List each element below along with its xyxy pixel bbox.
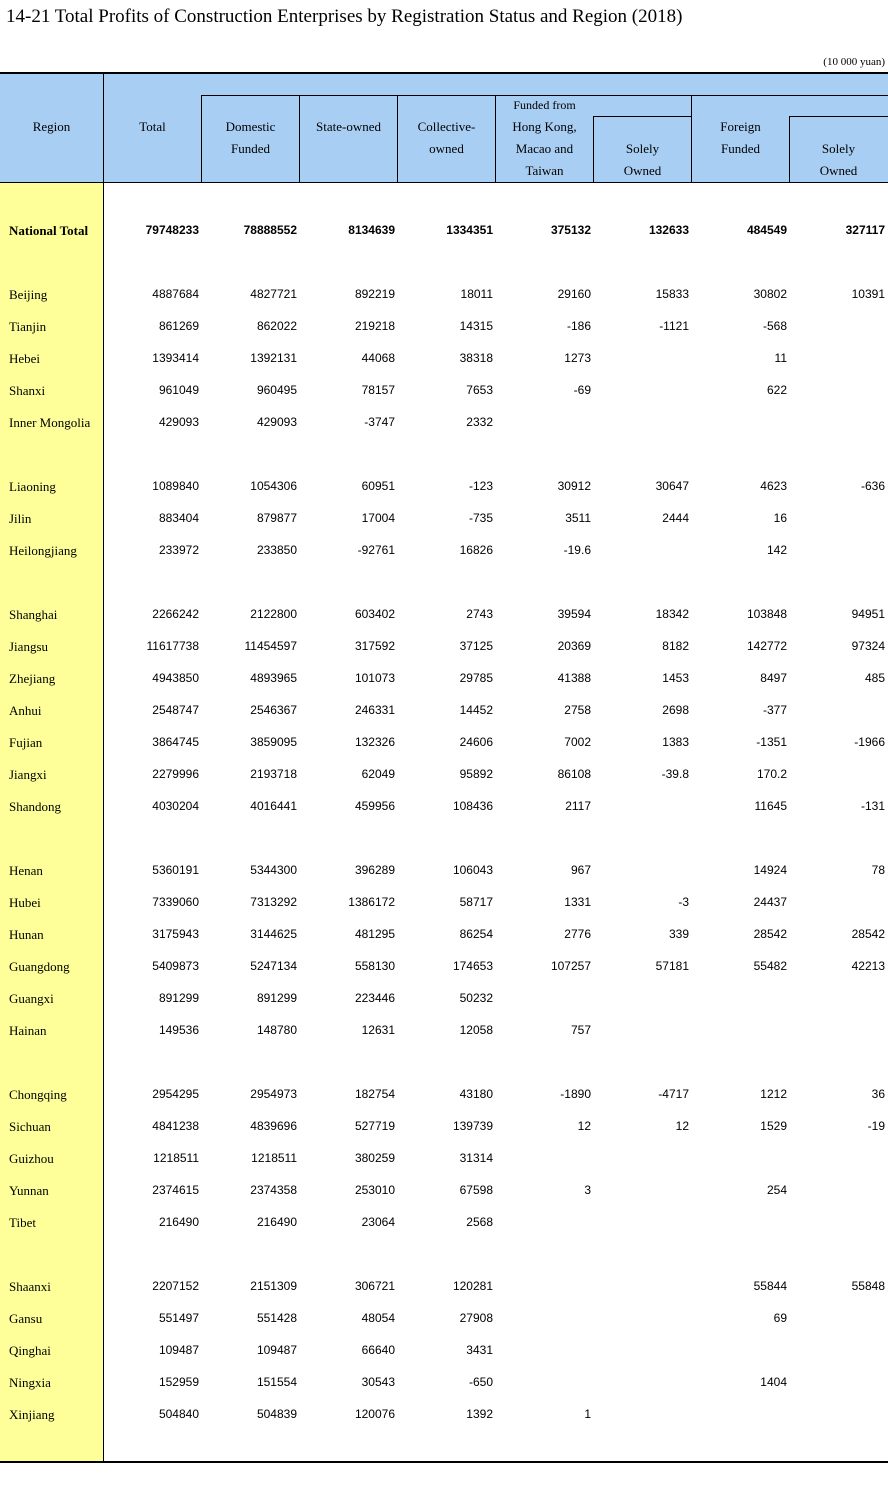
table-cell: 149536: [158, 1023, 199, 1037]
table-row: [0, 1021, 888, 1041]
table-cell: 4887684: [152, 287, 199, 301]
region-name: Guizhou: [9, 1151, 54, 1166]
header-foreign-line1: Foreign: [720, 119, 761, 134]
table-cell: 107257: [550, 959, 591, 973]
table-cell: 48054: [361, 1311, 395, 1325]
table-cell: 1089840: [152, 479, 199, 493]
table-row: [0, 1181, 888, 1201]
table-cell: 18011: [460, 287, 493, 301]
table-cell: 67598: [459, 1183, 493, 1197]
table-cell: 41388: [557, 671, 591, 685]
region-column: [0, 183, 103, 1461]
table-cell: 339: [668, 927, 689, 941]
table-cell: 7339060: [152, 895, 199, 909]
region-name: Anhui: [9, 703, 42, 718]
table-cell: 375132: [550, 223, 591, 237]
table-cell: 39594: [557, 607, 591, 621]
region-name: Heilongjiang: [9, 543, 77, 558]
table-row: [0, 221, 888, 241]
table-cell: 24606: [459, 735, 493, 749]
table-row: [0, 1341, 888, 1361]
table-cell: 1273: [564, 351, 591, 365]
table-cell: 11617738: [146, 639, 199, 653]
table-cell: -1966: [854, 735, 885, 749]
table-cell: 2374615: [152, 1183, 199, 1197]
table-cell: 109487: [158, 1343, 199, 1357]
table-cell: 317592: [354, 639, 395, 653]
table-cell: 1331: [564, 895, 591, 909]
table-cell: 2568: [466, 1215, 493, 1229]
table-cell: 1386172: [348, 895, 395, 909]
table-cell: 55482: [753, 959, 787, 973]
region-name: Jiangsu: [9, 639, 48, 654]
table-cell: 170.2: [756, 767, 787, 781]
table-cell: 2954295: [152, 1087, 199, 1101]
table-cell: 883404: [158, 511, 199, 525]
table-cell: 103848: [746, 607, 787, 621]
region-name: Hainan: [9, 1023, 47, 1038]
table-cell: 139739: [452, 1119, 493, 1133]
table-cell: 1453: [662, 671, 689, 685]
table-cell: 31314: [459, 1151, 493, 1165]
region-name: Hebei: [9, 351, 41, 366]
region-name: Guangdong: [9, 959, 70, 974]
table-cell: 16: [773, 511, 787, 525]
table-cell: 2954973: [250, 1087, 297, 1101]
table-cell: 4016441: [250, 799, 297, 813]
table-cell: 38318: [459, 351, 493, 365]
table-cell: 151554: [256, 1375, 297, 1389]
table-cell: -186: [566, 319, 591, 333]
table-cell: 1: [584, 1407, 591, 1421]
table-cell: 174653: [452, 959, 493, 973]
table-cell: 2548747: [152, 703, 199, 717]
table-cell: 142772: [746, 639, 787, 653]
region-name: Jilin: [9, 511, 32, 526]
table-cell: 891299: [256, 991, 297, 1005]
table-cell: 485: [864, 671, 885, 685]
table-cell: 50232: [459, 991, 493, 1005]
table-cell: 3175943: [152, 927, 199, 941]
table-cell: 2698: [662, 703, 689, 717]
table-cell: 182754: [354, 1087, 395, 1101]
table-cell: -3: [678, 895, 689, 909]
table-cell: 10391: [851, 287, 885, 301]
table-cell: 4893965: [250, 671, 297, 685]
region-name: Xinjiang: [9, 1407, 55, 1422]
table-cell: 246331: [354, 703, 395, 717]
table-cell: 108436: [452, 799, 493, 813]
header-domestic-line2: Funded: [231, 141, 270, 156]
table-cell: 3859095: [250, 735, 297, 749]
table-cell: 2122800: [250, 607, 297, 621]
table-row: [0, 1309, 888, 1329]
table-cell: 30912: [557, 479, 591, 493]
table-cell: 1212: [760, 1087, 787, 1101]
table-cell: 459956: [354, 799, 395, 813]
table-cell: 2193718: [250, 767, 297, 781]
region-name: Gansu: [9, 1311, 43, 1326]
table-row: [0, 509, 888, 529]
table-cell: 1392: [466, 1407, 493, 1421]
table-cell: 5409873: [152, 959, 199, 973]
table-cell: 97324: [851, 639, 885, 653]
table-row: [0, 733, 888, 753]
header-bottom-rule: [0, 182, 888, 183]
table-row: [0, 637, 888, 657]
table-cell: 484549: [746, 223, 787, 237]
region-name: Yunnan: [9, 1183, 49, 1198]
table-cell: -377: [762, 703, 787, 717]
table-cell: 961049: [158, 383, 199, 397]
table-cell: 15833: [655, 287, 689, 301]
table-row: [0, 349, 888, 369]
table-cell: 1218511: [153, 1151, 199, 1165]
header-region: Region: [32, 119, 71, 134]
table-cell: 37125: [459, 639, 493, 653]
region-name: Beijing: [9, 287, 48, 302]
table-cell: 66640: [361, 1343, 395, 1357]
table-cell: 14924: [753, 863, 787, 877]
header-foreign-line2: Funded: [721, 141, 760, 156]
table-cell: 55844: [753, 1279, 787, 1293]
table-cell: 306721: [354, 1279, 395, 1293]
region-name: Shaanxi: [9, 1279, 51, 1294]
table-cell: 24437: [753, 895, 787, 909]
header-foreign-solely-line1: Solely: [821, 141, 856, 156]
table-row: [0, 1117, 888, 1137]
table-cell: 2151309: [250, 1279, 297, 1293]
table-cell: -19: [867, 1119, 885, 1133]
table-cell: 2332: [466, 415, 493, 429]
table-cell: 78888552: [243, 223, 297, 237]
table-cell: 7653: [466, 383, 493, 397]
table-cell: 55848: [851, 1279, 885, 1293]
region-name: Henan: [9, 863, 43, 878]
table-cell: 1383: [662, 735, 689, 749]
table-cell: 216490: [158, 1215, 199, 1229]
table-cell: 603402: [354, 607, 395, 621]
table-cell: 380259: [354, 1151, 395, 1165]
table-cell: 396289: [354, 863, 395, 877]
table-row: [0, 669, 888, 689]
table-cell: 1393414: [152, 351, 199, 365]
table-cell: 622: [766, 383, 787, 397]
table-row: [0, 1277, 888, 1297]
table-cell: 2758: [564, 703, 591, 717]
header-domestic-line1: Domestic: [225, 119, 276, 134]
table-cell: 2374358: [250, 1183, 297, 1197]
header-hkmt-solely-line1: Solely: [625, 141, 660, 156]
table-row: [0, 765, 888, 785]
table-row: [0, 605, 888, 625]
table-cell: 109487: [256, 1343, 297, 1357]
region-name: Zhejiang: [9, 671, 56, 686]
table-cell: 3864745: [152, 735, 199, 749]
region-name: Hubei: [9, 895, 41, 910]
table-cell: -123: [468, 479, 493, 493]
table-cell: 4839696: [250, 1119, 297, 1133]
table-cell: 2279996: [152, 767, 199, 781]
table-cell: 757: [570, 1023, 591, 1037]
table-cell: 11645: [754, 799, 787, 813]
table-cell: 16826: [459, 543, 493, 557]
table-cell: 4827721: [250, 287, 297, 301]
table-row: [0, 957, 888, 977]
table-cell: 253010: [354, 1183, 395, 1197]
table-cell: 429093: [256, 415, 297, 429]
table-cell: 223446: [354, 991, 395, 1005]
table-cell: 14452: [459, 703, 493, 717]
table-cell: 14315: [459, 319, 493, 333]
table-cell: 57181: [655, 959, 689, 973]
table-cell: 120076: [354, 1407, 395, 1421]
table-cell: -39.8: [661, 767, 689, 781]
table-row: [0, 541, 888, 561]
table-cell: 36: [871, 1087, 885, 1101]
region-name: Jiangxi: [9, 767, 47, 782]
table-cell: 891299: [158, 991, 199, 1005]
region-name: Hunan: [9, 927, 44, 942]
table-cell: -1121: [659, 319, 689, 333]
region-name: Tianjin: [9, 319, 47, 334]
header-hkmt-line1: Funded from: [513, 98, 576, 112]
region-name: Shanxi: [9, 383, 46, 398]
table-row: [0, 1213, 888, 1233]
table-cell: 4943850: [152, 671, 199, 685]
table-cell: -4717: [658, 1087, 689, 1101]
region-name: National Total: [9, 223, 89, 238]
table-row: [0, 893, 888, 913]
header-total: Total: [139, 119, 166, 134]
table-cell: 4030204: [152, 799, 199, 813]
table-row: [0, 1373, 888, 1393]
table-cell: -92761: [357, 543, 395, 557]
table-cell: 29160: [557, 287, 591, 301]
table-cell: -3747: [364, 415, 395, 429]
header-hkmt-line2: Hong Kong,: [512, 119, 577, 134]
table-cell: 862022: [256, 319, 297, 333]
table-cell: -69: [573, 383, 591, 397]
table-cell: 106043: [452, 863, 493, 877]
table-cell: 879877: [256, 511, 297, 525]
table-row: [0, 989, 888, 1009]
table-cell: 216490: [256, 1215, 297, 1229]
table-cell: 2776: [564, 927, 591, 941]
unit-label: (10 000 yuan): [823, 56, 885, 68]
table-cell: 58717: [459, 895, 493, 909]
table-cell: 2266242: [152, 607, 199, 621]
table-cell: 5344300: [250, 863, 297, 877]
page-title: 14-21 Total Profits of Construction Enterprises by Registration Status and Region (2018): [6, 6, 683, 27]
table-cell: 69: [773, 1311, 787, 1325]
header-col-line: [299, 95, 300, 183]
table-cell: 30802: [753, 287, 787, 301]
table-cell: 11454597: [244, 639, 297, 653]
table-row: [0, 925, 888, 945]
table-cell: 30543: [361, 1375, 395, 1389]
table-cell: 3431: [466, 1343, 493, 1357]
header-hkmt-line3: Macao and: [515, 141, 574, 156]
table-cell: 219218: [354, 319, 395, 333]
region-name: Shandong: [9, 799, 61, 814]
header-state-owned: State-owned: [316, 119, 381, 134]
table-cell: 233850: [256, 543, 297, 557]
table-cell: 892219: [354, 287, 395, 301]
table-cell: -568: [762, 319, 787, 333]
table-cell: 960495: [256, 383, 297, 397]
table-cell: 132633: [648, 223, 689, 237]
table-cell: 11: [774, 351, 787, 365]
table-cell: 120281: [452, 1279, 493, 1293]
table-cell: 2117: [565, 799, 591, 813]
table-cell: 44068: [361, 351, 395, 365]
table-cell: -636: [860, 479, 885, 493]
table-cell: 1404: [760, 1375, 787, 1389]
table-cell: 43180: [459, 1087, 493, 1101]
table-cell: 132326: [354, 735, 395, 749]
table-cell: 23064: [361, 1215, 395, 1229]
region-name: Sichuan: [9, 1119, 51, 1134]
table-cell: 861269: [158, 319, 199, 333]
header-foreign-solely-line2: Owned: [819, 163, 858, 178]
table-row: [0, 1149, 888, 1169]
region-name: Qinghai: [9, 1343, 51, 1358]
header-hkmt-line4: Taiwan: [525, 163, 564, 178]
table-row: [0, 1405, 888, 1425]
table-cell: 527719: [354, 1119, 395, 1133]
table-cell: 12: [675, 1119, 689, 1133]
table-cell: 7002: [564, 735, 591, 749]
region-name: Fujian: [9, 735, 43, 750]
table-cell: 2444: [662, 511, 689, 525]
table-cell: 12058: [459, 1023, 493, 1037]
region-name: Tibet: [9, 1215, 36, 1230]
table-cell: 967: [570, 863, 591, 877]
header-divider-hkmt: [594, 116, 692, 117]
table-cell: 30647: [655, 479, 689, 493]
region-name: Inner Mongolia: [9, 415, 91, 430]
table-cell: 8134639: [348, 223, 395, 237]
table-cell: 142: [766, 543, 787, 557]
table-cell: 3511: [565, 511, 591, 525]
table-row: [0, 1085, 888, 1105]
table-cell: 2207152: [152, 1279, 199, 1293]
table-cell: 95892: [459, 767, 493, 781]
table-cell: 29785: [459, 671, 493, 685]
table-cell: 481295: [354, 927, 395, 941]
table-cell: 327117: [845, 223, 885, 237]
table-cell: 18342: [655, 607, 689, 621]
table-cell: 78: [871, 863, 885, 877]
table-cell: 28542: [851, 927, 885, 941]
table-cell: 2743: [466, 607, 493, 621]
table-cell: 551497: [158, 1311, 199, 1325]
table-cell: 28542: [753, 927, 787, 941]
table-row: [0, 413, 888, 433]
table-cell: 504840: [158, 1407, 199, 1421]
region-name: Guangxi: [9, 991, 54, 1006]
table-cell: 78157: [361, 383, 395, 397]
region-name: Ningxia: [9, 1375, 51, 1390]
table-row: [0, 477, 888, 497]
table-cell: 27908: [459, 1311, 493, 1325]
table-cell: 8497: [760, 671, 787, 685]
table-cell: 4623: [760, 479, 787, 493]
table-cell: 2546367: [250, 703, 297, 717]
table-cell: 1392131: [250, 351, 297, 365]
table-row: [0, 381, 888, 401]
table-cell: 20369: [557, 639, 591, 653]
table-cell: 1334351: [446, 223, 493, 237]
table-cell: 12: [577, 1119, 591, 1133]
header-collective-line1: Collective-: [417, 119, 476, 134]
table-cell: -735: [468, 511, 493, 525]
header-hkmt-solely-line2: Owned: [623, 163, 662, 178]
table-cell: 1218511: [251, 1151, 297, 1165]
table-row: [0, 797, 888, 817]
table-cell: 254: [766, 1183, 787, 1197]
table-row: [0, 861, 888, 881]
table-cell: 7313292: [250, 895, 297, 909]
table-cell: -1351: [756, 735, 787, 749]
table-cell: 551428: [256, 1311, 297, 1325]
table-cell: 148780: [256, 1023, 297, 1037]
header-collective-line2: owned: [429, 141, 464, 156]
table-cell: 3144625: [250, 927, 297, 941]
table-row: [0, 701, 888, 721]
table-cell: 504839: [256, 1407, 297, 1421]
table-cell: 5247134: [250, 959, 297, 973]
table-cell: 429093: [158, 415, 199, 429]
table-cell: 3: [584, 1183, 591, 1197]
table-cell: -19.6: [563, 543, 591, 557]
table-cell: 101073: [354, 671, 395, 685]
table-cell: 62049: [361, 767, 395, 781]
region-name: Shanghai: [9, 607, 58, 622]
table-cell: 8182: [662, 639, 689, 653]
table-cell: -131: [860, 799, 885, 813]
table-cell: -1890: [560, 1087, 591, 1101]
table-row: [0, 317, 888, 337]
table-bottom-rule: [0, 1461, 888, 1463]
table-cell: 94951: [851, 607, 885, 621]
table-row: [0, 285, 888, 305]
table-cell: 17004: [361, 511, 395, 525]
region-name: Chongqing: [9, 1087, 67, 1102]
table-cell: 86254: [459, 927, 493, 941]
table-cell: 1054306: [250, 479, 297, 493]
table-cell: 12631: [361, 1023, 395, 1037]
table-cell: 60951: [361, 479, 395, 493]
table-cell: 42213: [851, 959, 885, 973]
table-cell: 86108: [557, 767, 591, 781]
table-cell: 79748233: [145, 223, 199, 237]
table-cell: 152959: [158, 1375, 199, 1389]
region-name: Liaoning: [9, 479, 56, 494]
table-cell: 5360191: [152, 863, 199, 877]
table-cell: -650: [468, 1375, 493, 1389]
table-cell: 1529: [760, 1119, 787, 1133]
table-cell: 558130: [354, 959, 395, 973]
header-divider-foreign: [790, 116, 888, 117]
table-cell: 4841238: [152, 1119, 199, 1133]
table-cell: 233972: [158, 543, 199, 557]
